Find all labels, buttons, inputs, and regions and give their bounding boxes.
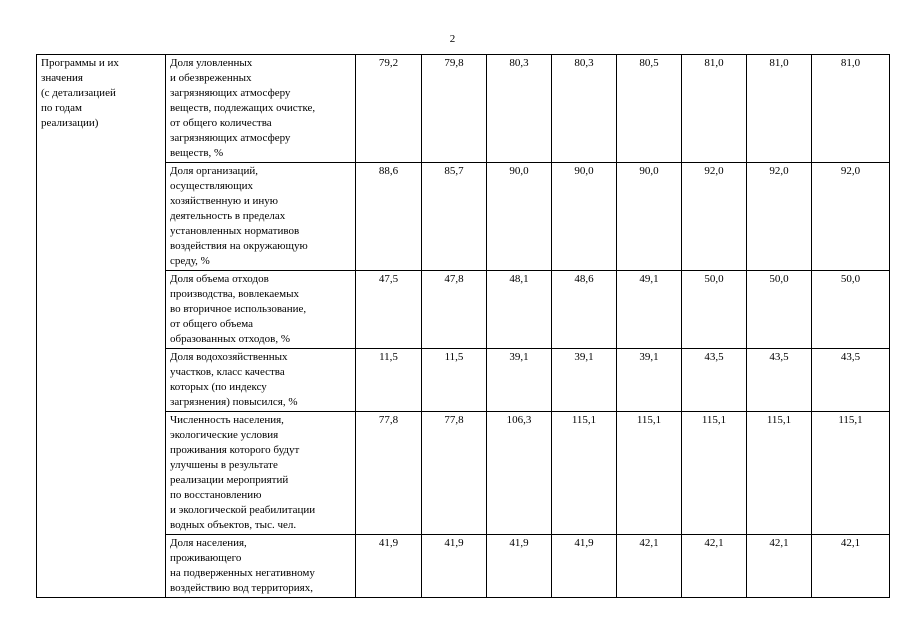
- value-cell: 106,3: [487, 412, 552, 535]
- value-cell: 50,0: [812, 271, 890, 349]
- value-cell: 92,0: [747, 163, 812, 271]
- value-cell: 48,6: [552, 271, 617, 349]
- value-cell: 42,1: [812, 535, 890, 598]
- indicator-cell: Доля уловленных и обезвреженных загрязняющих атмосферу веществ, подлежащих очистке, от общего количества загрязняющих атмосферу веществ, %: [166, 55, 356, 163]
- value-cell: 43,5: [747, 349, 812, 412]
- value-cell: 48,1: [487, 271, 552, 349]
- indicator-cell: Численность населения, экологические условия проживания которого будут улучшены в результате реализации мероприятий по восстановлению и экологической реабилитации водных объектов, тыс. чел.: [166, 412, 356, 535]
- value-cell: 115,1: [617, 412, 682, 535]
- indicator-cell: Доля объема отходов производства, вовлекаемых во вторичное использование, от общего объема образованных отходов, %: [166, 271, 356, 349]
- indicators-table: [36, 54, 890, 598]
- value-cell: 80,3: [552, 55, 617, 163]
- indicator-cell: Доля населения, проживающего на подверженных негативному воздействию вод территориях,: [166, 535, 356, 598]
- value-cell: 115,1: [812, 412, 890, 535]
- value-cell: 42,1: [747, 535, 812, 598]
- value-cell: 39,1: [617, 349, 682, 412]
- indicator-cell: Доля водохозяйственных участков, класс качества которых (по индексу загрязнения) повысился, %: [166, 349, 356, 412]
- value-cell: 92,0: [812, 163, 890, 271]
- value-cell: 50,0: [682, 271, 747, 349]
- value-cell: 47,8: [422, 271, 487, 349]
- value-cell: 85,7: [422, 163, 487, 271]
- value-cell: 80,5: [617, 55, 682, 163]
- value-cell: 11,5: [356, 349, 422, 412]
- value-cell: 42,1: [682, 535, 747, 598]
- value-cell: 41,9: [552, 535, 617, 598]
- value-cell: 92,0: [682, 163, 747, 271]
- value-cell: 88,6: [356, 163, 422, 271]
- value-cell: 50,0: [747, 271, 812, 349]
- value-cell: 81,0: [747, 55, 812, 163]
- value-cell: 41,9: [356, 535, 422, 598]
- value-cell: 49,1: [617, 271, 682, 349]
- value-cell: 42,1: [617, 535, 682, 598]
- value-cell: 115,1: [682, 412, 747, 535]
- value-cell: 39,1: [487, 349, 552, 412]
- value-cell: 41,9: [487, 535, 552, 598]
- value-cell: 41,9: [422, 535, 487, 598]
- value-cell: 43,5: [812, 349, 890, 412]
- value-cell: 90,0: [617, 163, 682, 271]
- page-number: 2: [449, 33, 456, 45]
- value-cell: 90,0: [552, 163, 617, 271]
- value-cell: 90,0: [487, 163, 552, 271]
- value-cell: 79,2: [356, 55, 422, 163]
- value-cell: 77,8: [356, 412, 422, 535]
- value-cell: 11,5: [422, 349, 487, 412]
- table-row: [37, 55, 890, 163]
- value-cell: 115,1: [552, 412, 617, 535]
- value-cell: 39,1: [552, 349, 617, 412]
- value-cell: 47,5: [356, 271, 422, 349]
- value-cell: 81,0: [812, 55, 890, 163]
- value-cell: 80,3: [487, 55, 552, 163]
- indicator-cell: Доля организаций, осуществляющих хозяйственную и иную деятельность в пределах установленных нормативов воздействия на окружающую среду, %: [166, 163, 356, 271]
- value-cell: 115,1: [747, 412, 812, 535]
- value-cell: 77,8: [422, 412, 487, 535]
- section-label: Программы и их значения (с детализацией по годам реализации): [37, 55, 166, 598]
- value-cell: 79,8: [422, 55, 487, 163]
- value-cell: 43,5: [682, 349, 747, 412]
- value-cell: 81,0: [682, 55, 747, 163]
